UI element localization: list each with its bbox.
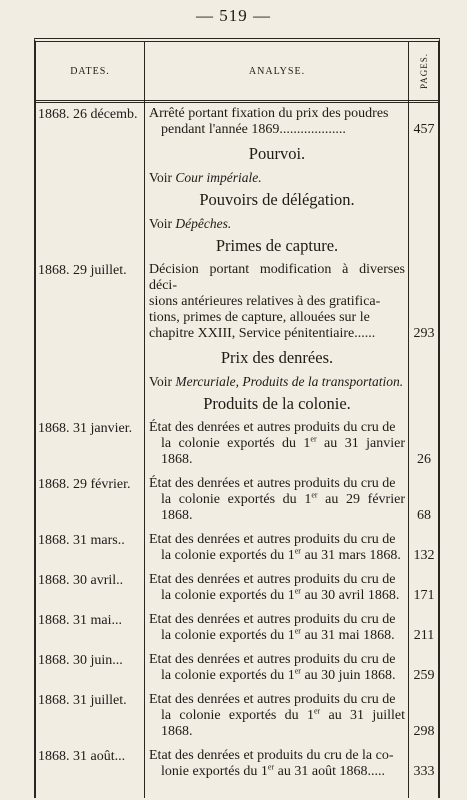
- entry-date: 1868. 31 janvier.: [38, 421, 133, 436]
- entry-row: [36, 262, 438, 342]
- entry-row: [36, 532, 438, 564]
- cross-reference-row: [36, 374, 438, 390]
- section-heading-row: [36, 236, 438, 256]
- entry-description: [146, 692, 408, 740]
- page-reference: 293: [413, 326, 435, 341]
- description-line: État des denrées et autres produits du cru de: [149, 420, 396, 435]
- entry-description: [146, 106, 408, 138]
- page-number: — 519 —: [196, 6, 271, 25]
- entry-row: [36, 420, 438, 468]
- entry-row: [36, 476, 438, 524]
- entry-date: 1868. 31 mars..: [38, 533, 125, 548]
- page-reference: 132: [413, 548, 435, 563]
- section-heading-row: [36, 144, 438, 164]
- page-reference: 171: [413, 588, 435, 603]
- entry-date: 1868. 29 février.: [38, 477, 131, 492]
- header-analyse: ANALYSE.: [248, 65, 306, 77]
- entry-description: [146, 612, 408, 644]
- description-line: sions antérieures relatives à des gratifica-: [149, 294, 381, 309]
- description-line: la colonie exportés du 1er au 31 mai 1868.: [161, 626, 395, 643]
- entry-description: [146, 532, 408, 564]
- entry-description: [146, 262, 408, 342]
- see-also: [146, 374, 408, 390]
- description-line: Etat des denrées et produits du cru de la co-: [149, 748, 394, 763]
- see-also-prefix: Voir: [149, 170, 176, 185]
- entry-date: 1868. 31 août...: [38, 749, 126, 764]
- entry-row: [36, 748, 438, 780]
- entry-date: 1868. 31 juillet.: [38, 693, 127, 708]
- section-heading-row: [36, 394, 438, 414]
- section-heading: Primes de capture.: [215, 236, 339, 255]
- see-also-prefix: Voir: [149, 374, 176, 389]
- description-line: la colonie exportés du 1er au 31 mars 1868.: [161, 546, 401, 563]
- table-body: [36, 106, 438, 788]
- section-heading: Pourvoi.: [248, 144, 306, 163]
- description-line: la colonie exportés du 1er au 30 juin 1868.: [161, 666, 396, 683]
- section-heading: Prix des denrées.: [220, 348, 334, 367]
- cross-reference-row: [36, 216, 438, 232]
- entry-description: [146, 420, 408, 468]
- entry-date: 1868. 31 mai...: [38, 613, 122, 628]
- entry-row: [36, 106, 438, 138]
- page-reference: 457: [413, 122, 435, 137]
- description-line: la colonie exportés du 1er au 30 avril 1868.: [161, 586, 400, 603]
- see-also: [146, 216, 408, 232]
- page-reference: 211: [413, 628, 435, 643]
- entry-row: [36, 692, 438, 740]
- description-line: Etat des denrées et autres produits du cru de: [149, 572, 396, 587]
- description-line: lonie exportés du 1er au 31 août 1868.....: [161, 762, 385, 779]
- section-heading: Produits de la colonie.: [203, 394, 351, 413]
- page-reference: 298: [413, 724, 435, 739]
- entry-description: [146, 748, 408, 780]
- cross-reference-row: [36, 170, 438, 186]
- description-line: État des denrées et autres produits du cru de: [149, 476, 396, 491]
- header-pages: [410, 42, 438, 100]
- entry-row: [36, 652, 438, 684]
- description-line: Etat des denrées et autres produits du cru de: [149, 612, 396, 627]
- see-also-reference: Dépêches.: [175, 216, 232, 231]
- entry-date: 1868. 30 juin...: [38, 653, 123, 668]
- see-also-prefix: Voir: [149, 216, 176, 231]
- description-line: Décision portant modification à diverses déci-: [149, 262, 405, 293]
- description-line: pendant l'année 1869...................: [161, 122, 346, 137]
- description-line: chapitre XXIII, Service pénitentiaire......: [149, 326, 376, 341]
- see-also-reference: Cour impériale.: [175, 170, 262, 185]
- entry-date: 1868. 29 juillet.: [38, 263, 127, 278]
- description-line: Etat des denrées et autres produits du cru de: [149, 652, 396, 667]
- description-line: la colonie exportés du 1er au 29 février 1868.: [161, 490, 405, 523]
- entry-date: 1868. 26 décemb.: [38, 107, 138, 122]
- entry-description: [146, 652, 408, 684]
- entry-date: 1868. 30 avril..: [38, 573, 124, 588]
- table-header: [36, 42, 438, 103]
- header-pages-label: PAGES.: [419, 53, 429, 89]
- section-heading-row: [36, 348, 438, 368]
- header-dates: DATES.: [70, 65, 110, 77]
- entry-description: [146, 476, 408, 524]
- section-heading: Pouvoirs de délégation.: [199, 190, 355, 209]
- description-line: Arrêté portant fixation du prix des poudres: [149, 106, 389, 121]
- see-also-reference: Mercuriale, Produits de la transportation.: [175, 374, 404, 389]
- page-reference: 259: [413, 668, 435, 683]
- section-heading-row: [36, 190, 438, 210]
- index-table: [34, 38, 440, 798]
- description-line: la colonie exportés du 1er au 31 janvier 1868.: [161, 434, 405, 467]
- entry-row: [36, 572, 438, 604]
- entry-row: [36, 612, 438, 644]
- page-reference: 26: [417, 452, 431, 467]
- page-reference: 68: [417, 508, 431, 523]
- page-reference: 333: [413, 764, 435, 779]
- description-line: Etat des denrées et autres produits du cru de: [149, 692, 396, 707]
- see-also: [146, 170, 408, 186]
- description-line: Etat des denrées et autres produits du cru de: [149, 532, 396, 547]
- entry-description: [146, 572, 408, 604]
- description-line: tions, primes de capture, allouées sur le: [149, 310, 370, 325]
- description-line: la colonie exportés du 1er au 31 juillet 1868.: [161, 706, 405, 739]
